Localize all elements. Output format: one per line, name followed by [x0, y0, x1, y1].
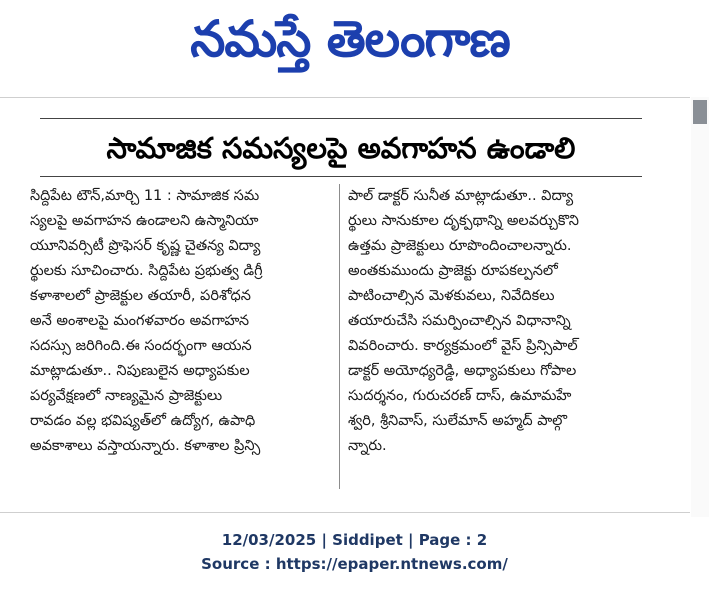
article-text-line: తయారుచేసి సమర్పించాల్సిన విధానాన్ని — [348, 313, 571, 329]
article-text-line: రావడం వల్ల భవిష్యత్‌లో ఉద్యోగ, ఉపాధి — [30, 413, 256, 429]
article-text-line: పాల్ డాక్టర్ సునీత మాట్లాడుతూ.. విద్యా — [348, 188, 574, 204]
article-text-line: కళాశాలలో ప్రాజెక్టుల తయారీ, పరిశోధన — [30, 288, 251, 304]
article-text-line: ర్థులకు సూచించారు. సిద్దిపేట ప్రభుత్వ డిగ్రీ — [30, 263, 263, 279]
article-text-line: శ్వరి, శ్రీనివాస్, సులేమాన్ అహ్మద్ పాల్గొ — [348, 413, 568, 429]
article-text-line: అవకాశాలు వస్తాయన్నారు. కళాశాల ప్రిన్సి — [30, 438, 261, 454]
article-text-line: అంతకుముందు ప్రాజెక్టు రూపకల్పనలో — [348, 263, 558, 279]
headline-rule-top — [40, 118, 642, 119]
bottom-divider — [0, 512, 690, 513]
article-text-line: సుదర్శనం, గురుచరణ్ దాస్, ఉమామహే — [348, 388, 572, 404]
article-text-line: వివరించారు. కార్యక్రమంలో వైస్ ప్రిన్సిపాల్ — [348, 338, 578, 354]
article-column-right — [348, 184, 653, 494]
top-divider — [0, 97, 690, 98]
adjacent-article-strip — [691, 97, 709, 517]
article-headline: సామాజిక సమస్యలపై అవగాహన ఉండాలి — [106, 131, 576, 165]
article-text-line: మాట్లాడుతూ.. నిపుణులైన అధ్యాపకుల — [30, 363, 250, 379]
masthead-logo: నమస్తే తెలంగాణ — [190, 10, 510, 68]
article-text-line: ర్థులు సానుకూల దృక్పథాన్ని అలవర్చుకొని — [348, 213, 579, 229]
headline-rule-bottom — [40, 176, 642, 177]
article-text-line: సిద్దిపేట టౌన్,మార్చి 11 : సామాజిక సమ — [30, 188, 260, 204]
article-text-line: అనే అంశాలపై మంగళవారం అవగాహన — [30, 313, 250, 329]
article-text-line: ఉత్తమ ప్రాజెక్టులు రూపొందించాలన్నారు. — [348, 238, 572, 254]
adjacent-photo-thumbnail — [693, 100, 707, 124]
footer-source-link[interactable]: Source : https://epaper.ntnews.com/ — [201, 555, 508, 573]
article-text-line: పర్యవేక్షణలో నాణ్యమైన ప్రాజెక్టులు — [30, 388, 223, 404]
article-text-line: డాక్టర్ అయోధ్యరెడ్డి, అధ్యాపకులు గోపాల — [348, 363, 577, 379]
article-text-line: సదస్సు జరిగింది.ఈ సందర్భంగా ఆయన — [30, 338, 252, 354]
article-text-line: న్నారు. — [348, 438, 387, 454]
footer-date-edition-page: 12/03/2025 | Siddipet | Page : 2 — [221, 531, 488, 549]
article-column-left — [30, 184, 335, 494]
article-text-line: పాటించాల్సిన మెళకువలు, నివేదికలు — [348, 288, 555, 304]
article-text-line: యూనివర్సిటీ ప్రొఫెసర్ కృష్ణ చైతన్య విద్యా — [30, 238, 261, 254]
column-divider — [339, 184, 340, 489]
article-text-line: స్యలపై అవగాహన ఉండాలని ఉస్మానియా — [30, 213, 259, 229]
